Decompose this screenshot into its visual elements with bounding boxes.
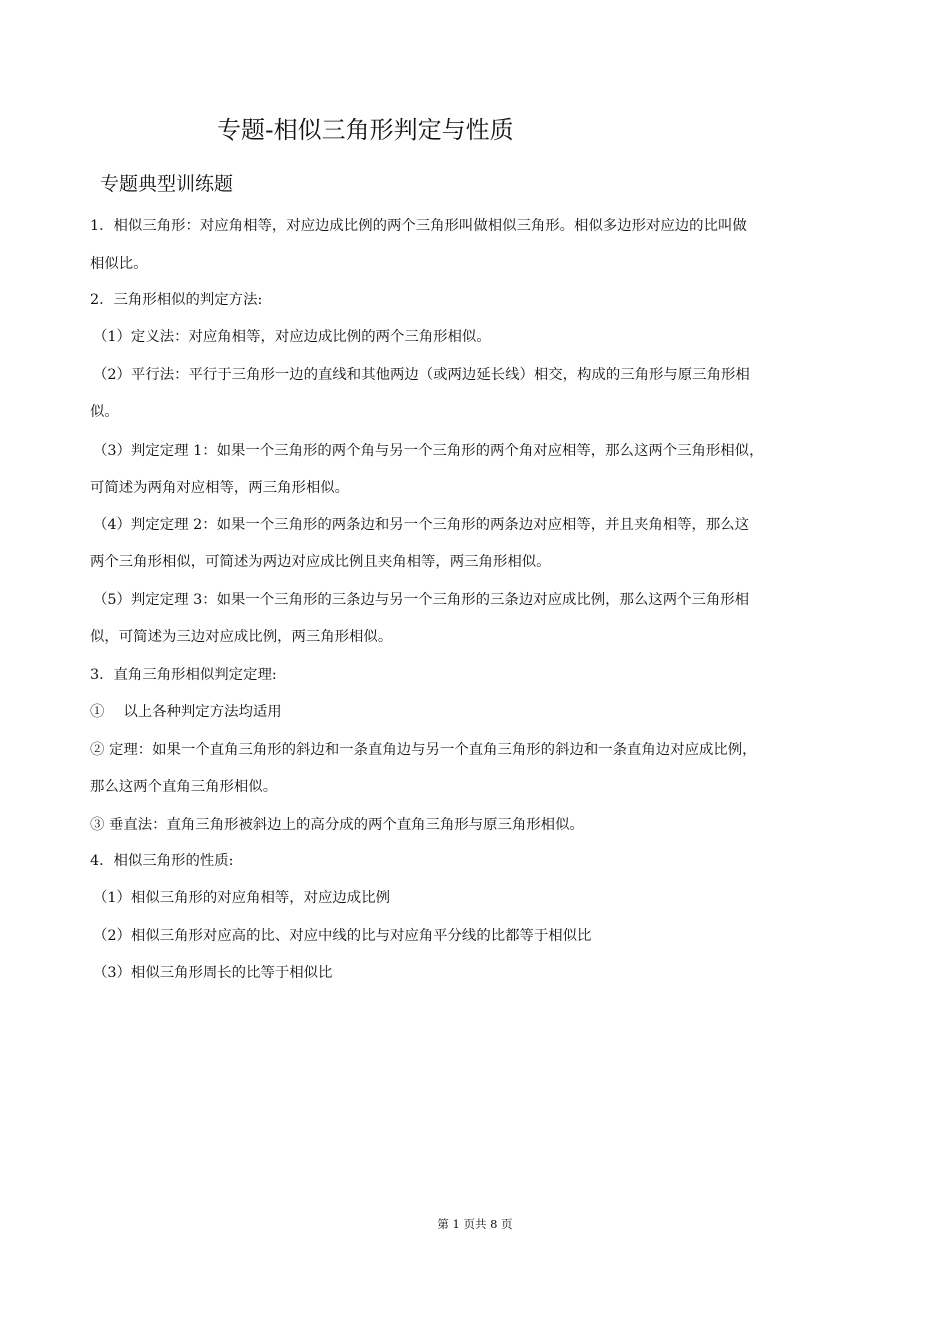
paragraph-line: 可简述为两角对应相等，两三角形相似。 — [90, 480, 350, 496]
paragraph-line: （2）相似三角形对应高的比、对应中线的比与对应角平分线的比都等于相似比 — [93, 928, 592, 944]
paragraph-line: 3．直角三角形相似判定定理: — [90, 667, 277, 683]
paragraph-line: （3）相似三角形周长的比等于相似比 — [93, 965, 333, 981]
paragraph-line: 4．相似三角形的性质: — [90, 853, 234, 869]
paragraph-line: 2．三角形相似的判定方法: — [90, 292, 263, 308]
paragraph-line: 1．相似三角形：对应角相等，对应边成比例的两个三角形叫做相似三角形。相似多边形对应边的比叫做 — [90, 218, 747, 234]
paragraph-line: （2）平行法：平行于三角形一边的直线和其他两边（或两边延长线）相交，构成的三角形与原三角形相 — [93, 367, 750, 383]
paragraph-line: ② 定理：如果一个直角三角形的斜边和一条直角边与另一个直角三角形的斜边和一条直角边对应成比例， — [90, 742, 757, 758]
paragraph-line: ③ 垂直法：直角三角形被斜边上的高分成的两个直角三角形与原三角形相似。 — [90, 817, 584, 833]
page-title: 专题-相似三角形判定与性质 — [217, 116, 514, 144]
paragraph-line: 相似比。 — [90, 256, 148, 272]
section-heading: 专题典型训练题 — [100, 173, 234, 195]
paragraph-line: （1）相似三角形的对应角相等，对应边成比例 — [93, 890, 390, 906]
paragraph-line: 似。 — [90, 404, 119, 420]
paragraph-line: 似，可简述为三边对应成比例，两三角形相似。 — [90, 629, 393, 645]
paragraph-line: 那么这两个直角三角形相似。 — [90, 779, 278, 795]
paragraph-line: （3）判定定理 1：如果一个三角形的两个角与另一个三角形的两个角对应相等，那么这两个三角形相似， — [93, 443, 764, 459]
page-number: 第 1 页共 8 页 — [437, 1217, 513, 1231]
paragraph-line: （5）判定定理 3：如果一个三角形的三条边与另一个三角形的三条边对应成比例，那么这两个三角形相 — [93, 592, 750, 608]
paragraph-line: ① 以上各种判定方法均适用 — [90, 704, 282, 720]
paragraph-line: （4）判定定理 2：如果一个三角形的两条边和另一个三角形的两条边对应相等，并且夹角相等，那么这 — [93, 517, 750, 533]
paragraph-line: 两个三角形相似，可简述为两边对应成比例且夹角相等，两三角形相似。 — [90, 554, 551, 570]
paragraph-line: （1）定义法：对应角相等，对应边成比例的两个三角形相似。 — [93, 329, 491, 345]
